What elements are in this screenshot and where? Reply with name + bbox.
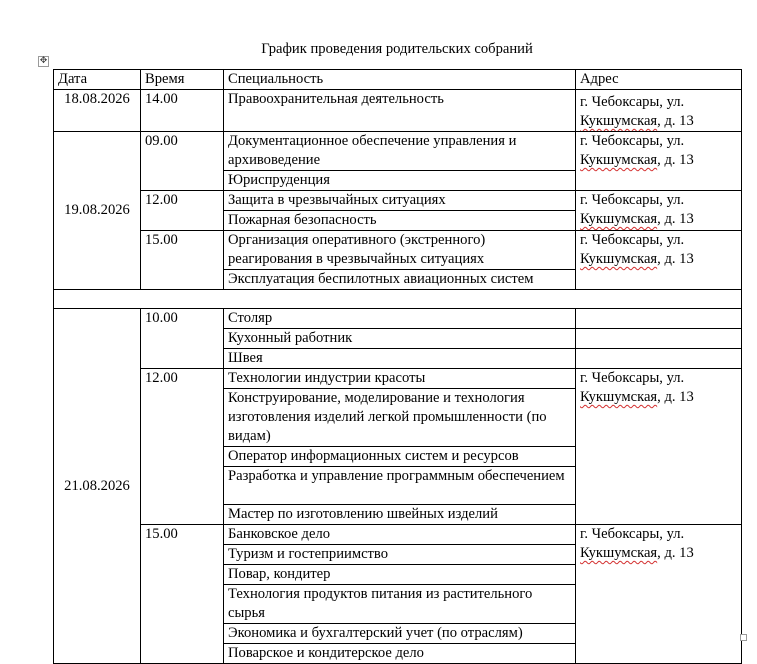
street-name: Кукшумская	[580, 545, 658, 561]
header-row	[54, 70, 742, 90]
street-name: Кукшумская	[580, 113, 658, 129]
address-cell	[576, 329, 742, 349]
time-cell: 12.00	[141, 191, 224, 231]
address-suffix: , д. 13	[657, 152, 694, 168]
time-cell: 12.00	[141, 369, 224, 525]
specialty-cell: Банковское дело	[224, 525, 576, 545]
address-cell	[576, 349, 742, 369]
specialty-cell: Документационное обеспечение управления и архивоведение	[224, 132, 576, 171]
specialty-cell: Кухонный работник	[224, 329, 576, 349]
address-cell	[576, 132, 742, 191]
specialty-cell: Мастер по изготовлению швейных изделий	[224, 505, 576, 525]
address-suffix: , д. 13	[657, 113, 694, 129]
date-cell: 18.08.2026	[54, 90, 141, 132]
table-row	[54, 525, 742, 545]
empty-cell	[54, 290, 742, 309]
table-row	[54, 231, 742, 270]
specialty-cell: Туризм и гостеприимство	[224, 545, 576, 565]
address-suffix: , д. 13	[657, 389, 694, 405]
specialty-cell: Столяр	[224, 309, 576, 329]
address-prefix: г. Чебоксары, ул.	[580, 370, 685, 386]
address-prefix: г. Чебоксары, ул.	[580, 94, 685, 110]
address-suffix: , д. 13	[657, 251, 694, 267]
time-cell: 15.00	[141, 231, 224, 290]
street-name: Кукшумская	[580, 389, 658, 405]
specialty-cell: Повар, кондитер	[224, 565, 576, 585]
address-cell	[576, 309, 742, 329]
date-cell: 19.08.2026	[54, 132, 141, 290]
date-cell: 21.08.2026	[54, 309, 141, 664]
table-row	[54, 90, 742, 132]
address-cell	[576, 191, 742, 231]
address-cell	[576, 90, 742, 132]
specialty-cell: Технологии индустрии красоты	[224, 369, 576, 389]
address-prefix: г. Чебоксары, ул.	[580, 192, 685, 208]
specialty-cell: Разработка и управление программным обеспечением	[224, 467, 576, 505]
specialty-cell: Защита в чрезвычайных ситуациях	[224, 191, 576, 211]
schedule-table	[53, 69, 742, 664]
street-name: Кукшумская	[580, 152, 658, 168]
table-move-handle-icon[interactable]: ✥	[39, 56, 48, 66]
header-time: Время	[141, 70, 224, 90]
address-cell	[576, 525, 742, 664]
specialty-cell: Организация оперативного (экстренного) реагирования в чрезвычайных ситуациях	[224, 231, 576, 270]
specialty-cell: Оператор информационных систем и ресурсов	[224, 447, 576, 467]
specialty-cell: Швея	[224, 349, 576, 369]
header-specialty: Специальность	[224, 70, 576, 90]
address-prefix: г. Чебоксары, ул.	[580, 232, 685, 248]
header-date: Дата	[54, 70, 141, 90]
specialty-cell: Технология продуктов питания из растительного сырья	[224, 585, 576, 624]
address-cell	[576, 231, 742, 290]
address-prefix: г. Чебоксары, ул.	[580, 526, 685, 542]
specialty-cell: Юриспруденция	[224, 171, 576, 191]
time-cell: 09.00	[141, 132, 224, 191]
address-cell	[576, 369, 742, 525]
street-name: Кукшумская	[580, 251, 658, 267]
table-resize-handle[interactable]	[740, 634, 747, 641]
table-row	[54, 369, 742, 389]
time-cell: 15.00	[141, 525, 224, 664]
header-address: Адрес	[576, 70, 742, 90]
specialty-cell: Поварское и кондитерское дело	[224, 644, 576, 664]
separator-row	[54, 290, 742, 309]
specialty-cell: Конструирование, моделирование и технология изготовления изделий легкой промышленности (по видам)	[224, 389, 576, 447]
specialty-cell: Эксплуатация беспилотных авиационных систем	[224, 270, 576, 290]
address-suffix: , д. 13	[657, 545, 694, 561]
table-row	[54, 132, 742, 171]
address-suffix: , д. 13	[657, 211, 694, 227]
specialty-cell: Экономика и бухгалтерский учет (по отраслям)	[224, 624, 576, 644]
document-title: График проведения родительских собраний	[261, 41, 533, 57]
time-cell: 10.00	[141, 309, 224, 369]
address-prefix: г. Чебоксары, ул.	[580, 133, 685, 149]
time-cell: 14.00	[141, 90, 224, 132]
street-name: Кукшумская	[580, 211, 658, 227]
specialty-cell: Пожарная безопасность	[224, 211, 576, 231]
table-row	[54, 309, 742, 329]
table-row	[54, 191, 742, 211]
specialty-cell: Правоохранительная деятельность	[224, 90, 576, 132]
